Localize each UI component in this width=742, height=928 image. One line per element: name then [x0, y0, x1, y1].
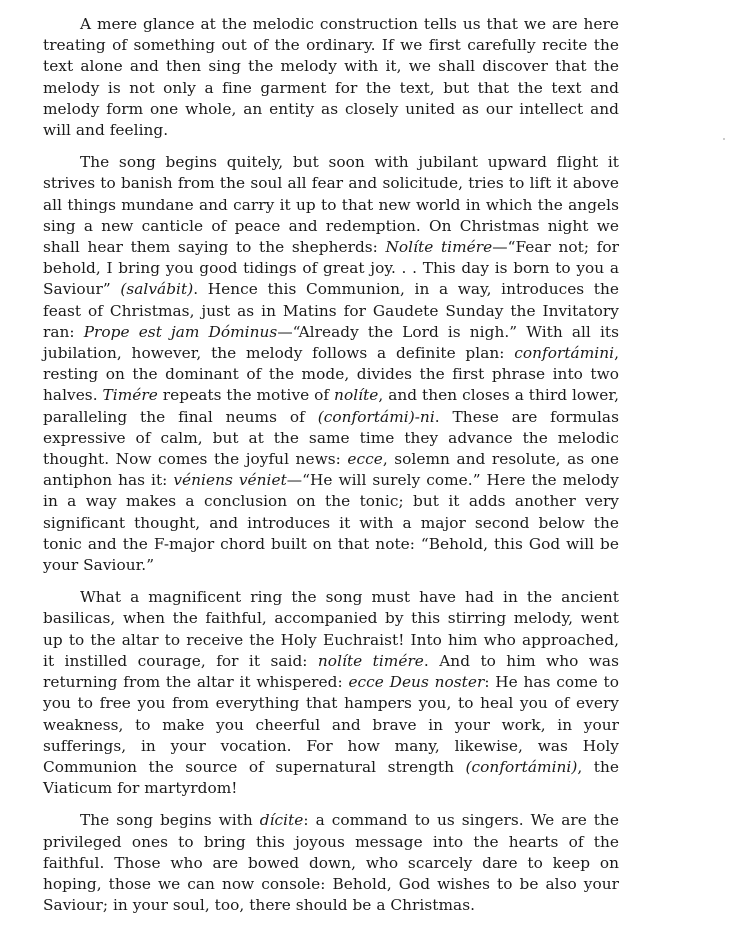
italic-term: véniens véniet: [173, 471, 287, 490]
italic-term: (confortámi)-ni: [317, 407, 435, 426]
italic-term: Nolíte timére: [385, 238, 493, 257]
text-run: —“Already the Lord is nigh.” With all its jubilation, however, the melody follows a definite plan:: [43, 322, 619, 363]
paragraph-1: [43, 14, 619, 141]
italic-term: (confortámini): [465, 757, 578, 776]
italic-term: confortámini: [514, 344, 615, 363]
page-mark: [723, 138, 725, 140]
text-run: : He has come to you to free you from everything that hampers you, to heal you of every weakness, to make you cheerful and brave in your work, in your sufferings, in your vocation. For how many, likewise, was Holy Communion the source of supernatural strength: [43, 673, 619, 776]
text-run: —“Fear not; for behold, I bring you good tidings of great joy. . . This day is born to you a Saviour”: [43, 238, 619, 299]
text-run: , the Viaticum for martyrdom!: [43, 757, 620, 798]
text-run: The song begins quitely, but soon with jubilant upward flight it strives to banish from the soul all fear and solicitude, tries to lift it above all things mundane and carry it up to that new world in which the angels sing a new canticle of peace and redemption. On Christmas night we shall hear them saying to the shepherds:: [43, 153, 619, 257]
italic-term: nolíte: [334, 386, 379, 405]
text-run: A mere glance at the melodic construction tells us that we are here treating of something out of the ordinary. If we first carefully recite the text alone and then sing the melody with it, we shall discover that the melody is not only a fine garment for the text, but that the text and melody form one whole, an entity as closely united as our intellect and will and feeling.: [43, 15, 619, 140]
paragraph-3: [43, 587, 619, 799]
italic-term: (salvábit): [120, 280, 194, 299]
text-run: . Hence this Communion, in a way, introduces the feast of Christmas, just as in Matins for Gaudete Sunday the Invitatory ran:: [43, 280, 620, 341]
paragraph-4: [43, 810, 619, 916]
italic-term: ecce: [347, 450, 383, 469]
paragraph-2: [43, 152, 619, 576]
text-run: . And to him who was returning from the altar it whispered:: [43, 651, 619, 692]
text-run: , resting on the dominant of the mode, divides the first phrase into two halves.: [43, 344, 619, 405]
italic-term: ecce Deus noster: [348, 673, 485, 692]
text-run: . These are formulas expressive of calm, but at the same time they advance the melodic thought. Now comes the joyful news:: [43, 407, 619, 469]
text-run: , and then closes a third lower, paralleling the final neums of: [43, 386, 619, 426]
page-body: [43, 14, 619, 927]
text-run: —“He will surely come.” Here the melody in a way makes a conclusion on the tonic; but it adds another very significant thought, and introduces it with a major second below the tonic and the F-major chord built on that note: “Behold, this God will be your Saviour.”: [43, 471, 619, 575]
text-run: repeats the motive of: [157, 386, 335, 405]
text-run: : a command to us singers. We are the privileged ones to bring this joyous message into the hearts of the faithful. Those who are bowed down, who scarcely dare to keep on hoping, those we can now console: Behold, God wishes to be also your Saviour; in your soul, too, there should be a Christmas.: [43, 811, 619, 915]
text-run: , solemn and resolute, as one antiphon has it:: [43, 450, 619, 490]
text-run: What a magnificent ring the song must have had in the ancient basilicas, when the faithful, accompanied by this stirring melody, went up to the altar to receive the Holy Euchraist! Into him who approached, it instilled courage, for it said:: [43, 588, 619, 670]
italic-term: Prope est jam Dóminus: [83, 322, 278, 341]
italic-term: Timére: [102, 386, 158, 405]
italic-term: dícite: [259, 811, 304, 830]
text-run: The song begins with: [80, 811, 260, 830]
italic-term: nolíte timére: [317, 651, 424, 670]
